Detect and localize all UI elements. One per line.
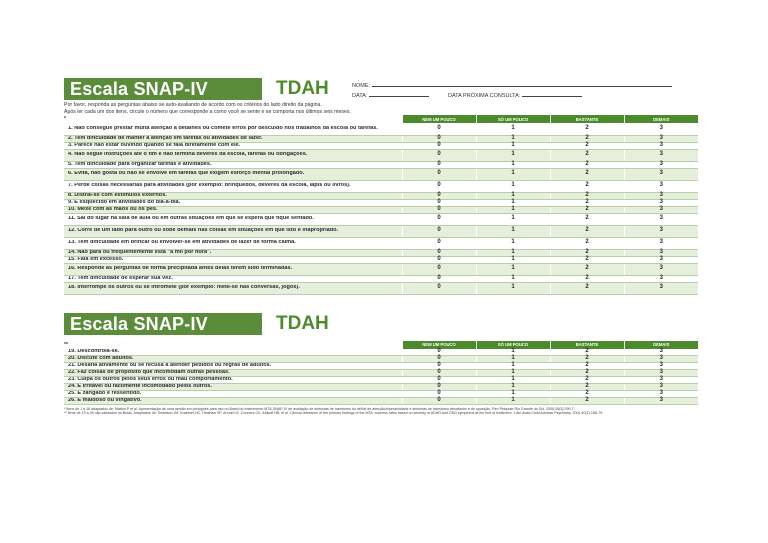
question-text bbox=[64, 370, 402, 377]
question-text bbox=[64, 282, 402, 294]
question-text bbox=[64, 237, 402, 249]
score-option[interactable]: 0 bbox=[402, 206, 476, 213]
score-option[interactable]: 1 bbox=[476, 199, 550, 206]
score-option[interactable]: 2 bbox=[550, 168, 624, 180]
score-option[interactable]: 1 bbox=[476, 168, 550, 180]
score-option[interactable]: 2 bbox=[550, 213, 624, 225]
question-text bbox=[64, 398, 402, 405]
question-text bbox=[64, 135, 402, 142]
score-option[interactable]: 2 bbox=[550, 377, 624, 384]
questions-table-1 bbox=[64, 115, 698, 295]
score-option[interactable]: 0 bbox=[402, 263, 476, 275]
score-option[interactable]: 2 bbox=[550, 180, 624, 192]
score-option[interactable]: 3 bbox=[624, 391, 698, 398]
score-option[interactable]: 0 bbox=[402, 123, 476, 135]
score-option[interactable]: 0 bbox=[402, 135, 476, 142]
footnote: * Itens de 1 a 18 adaptados de: Mattos P et al. Apresentação de uma versão em português para uso no Brasil do instrumento MTA-SNAP-IV de avaliação de sintomas de transtorno do déficit de atenção/hiperatividade e sintomas de transtorno desafiador e de oposição. Rev Psiquiatr Rio Grande do Sul. 2006;28(3):290-7. bbox=[64, 407, 575, 412]
question-label: 2. Tem dificuldade de manter a atenção em tarefas ou atividades de lazer. bbox=[68, 135, 263, 141]
header-so-um-pouco: SÓ UM POUCO bbox=[476, 115, 550, 123]
score-option[interactable]: 1 bbox=[476, 370, 550, 377]
score-option[interactable]: 3 bbox=[624, 370, 698, 377]
question-text bbox=[64, 391, 402, 398]
question-label: 8. Distrai-se com estímulos externos. bbox=[68, 192, 167, 198]
score-option[interactable]: 1 bbox=[476, 225, 550, 237]
score-option[interactable]: 0 bbox=[402, 213, 476, 225]
score-option[interactable]: 1 bbox=[476, 237, 550, 249]
score-option[interactable]: 0 bbox=[402, 363, 476, 370]
score-option[interactable]: 1 bbox=[476, 282, 550, 294]
score-option[interactable]: 1 bbox=[476, 384, 550, 391]
score-option[interactable]: 2 bbox=[550, 384, 624, 391]
score-option[interactable]: 1 bbox=[476, 398, 550, 405]
score-option[interactable]: 3 bbox=[624, 168, 698, 180]
score-option[interactable]: 3 bbox=[624, 275, 698, 282]
table-row bbox=[64, 225, 698, 237]
score-option[interactable]: 1 bbox=[476, 123, 550, 135]
score-option[interactable]: 0 bbox=[402, 384, 476, 391]
table-row bbox=[64, 263, 698, 275]
score-option[interactable]: 2 bbox=[550, 282, 624, 294]
question-text bbox=[64, 249, 402, 256]
table-row bbox=[64, 237, 698, 249]
score-option[interactable]: 2 bbox=[550, 161, 624, 168]
header-nem-um-pouco: NEM UM POUCO bbox=[402, 341, 476, 349]
score-option[interactable]: 2 bbox=[550, 349, 624, 356]
question-text bbox=[64, 263, 402, 275]
question-label: 12. Corre de um lado para outro ou sobe demais nas coisas em situações em que isto é inapropriado. bbox=[68, 228, 339, 234]
score-option[interactable]: 3 bbox=[624, 199, 698, 206]
score-option[interactable]: 3 bbox=[624, 225, 698, 237]
score-option[interactable]: 1 bbox=[476, 142, 550, 149]
score-option[interactable]: 1 bbox=[476, 256, 550, 263]
table-row bbox=[64, 349, 698, 356]
question-label: 18. Interrompe os outros ou se intromete (por exemplo: mete-se nas conversas, jogos). bbox=[68, 285, 300, 291]
question-label: 13. Tem dificuldade em brincar ou envolver-se em atividades de lazer de forma calma. bbox=[68, 240, 296, 246]
instructions bbox=[64, 102, 698, 115]
score-option[interactable]: 3 bbox=[624, 263, 698, 275]
score-option[interactable]: 3 bbox=[624, 398, 698, 405]
table-row bbox=[64, 391, 698, 398]
question-label: 4. Não segue instruções até o fim e não termina deveres da escola, tarefas ou obrigações. bbox=[68, 152, 308, 158]
table-row bbox=[64, 249, 698, 256]
score-option[interactable]: 0 bbox=[402, 168, 476, 180]
question-label: 3. Parece não estar ouvindo quando se fala diretamente com ele. bbox=[68, 142, 241, 148]
question-text bbox=[64, 356, 402, 363]
score-option[interactable]: 0 bbox=[402, 275, 476, 282]
score-option[interactable]: 2 bbox=[550, 206, 624, 213]
score-option[interactable]: 2 bbox=[550, 149, 624, 161]
score-option[interactable]: 1 bbox=[476, 161, 550, 168]
score-option[interactable]: 0 bbox=[402, 256, 476, 263]
section1-header bbox=[64, 72, 698, 100]
table2-body bbox=[64, 349, 698, 405]
score-option[interactable]: 3 bbox=[624, 161, 698, 168]
score-option[interactable]: 0 bbox=[402, 391, 476, 398]
question-label: 21. Desafia ativamente ou se recusa a atender pedidos ou regras de adultos. bbox=[68, 363, 272, 369]
table-row bbox=[64, 192, 698, 199]
name-line[interactable] bbox=[372, 80, 672, 87]
score-option[interactable]: 3 bbox=[624, 356, 698, 363]
footnote: ** Itens de 19 a 26 não validados no Brasil. Adaptados de: Swanson JM, Kraemer HC, Hinshaw SP, Arnold LE, Conners CK, Abikoff HB, et al. Clinical relevance of the primary findings of the MTA: success rates based on severity of ADHD and ODD symptoms at the end of treatment. J Am Acad Child Adolesc Psychiatry. 2001;40(2):168-79. bbox=[64, 411, 604, 416]
question-text bbox=[64, 180, 402, 192]
score-option[interactable]: 3 bbox=[624, 123, 698, 135]
score-option[interactable]: 3 bbox=[624, 135, 698, 142]
score-option[interactable]: 0 bbox=[402, 161, 476, 168]
question-text bbox=[64, 275, 402, 282]
score-option[interactable]: 1 bbox=[476, 206, 550, 213]
score-option[interactable]: 3 bbox=[624, 213, 698, 225]
question-label: 25. É zangado e ressentido. bbox=[68, 391, 142, 397]
score-option[interactable]: 1 bbox=[476, 349, 550, 356]
questions-table-2 bbox=[64, 341, 698, 406]
score-option[interactable]: 1 bbox=[476, 377, 550, 384]
question-label: 26. É maldoso ou vingativo. bbox=[68, 398, 142, 404]
table-row bbox=[64, 356, 698, 363]
score-option[interactable]: 1 bbox=[476, 180, 550, 192]
score-option[interactable]: 3 bbox=[624, 206, 698, 213]
table-row bbox=[64, 282, 698, 294]
table1-body bbox=[64, 123, 698, 294]
table-row bbox=[64, 398, 698, 405]
footnotes bbox=[64, 407, 698, 415]
question-label: 17. Tem dificuldade de esperar sua vez. bbox=[68, 275, 173, 281]
table-row bbox=[64, 206, 698, 213]
score-option[interactable]: 3 bbox=[624, 363, 698, 370]
question-label: 14. Não para ou frequentemente está "a mil por hora". bbox=[68, 249, 212, 255]
question-label: 19. Descontrola-se. bbox=[68, 349, 120, 355]
table-row bbox=[64, 135, 698, 142]
question-label: 9. É esquecido em atividades do dia-a-dia. bbox=[68, 199, 181, 205]
question-text bbox=[64, 363, 402, 370]
question-text bbox=[64, 256, 402, 263]
score-option[interactable]: 2 bbox=[550, 192, 624, 199]
question-label: 6. Evita, não gosta ou não se envolve em tarefas que exigem esforço mental prolongado. bbox=[68, 171, 305, 177]
score-option[interactable]: 2 bbox=[550, 391, 624, 398]
score-option[interactable]: 0 bbox=[402, 149, 476, 161]
score-option[interactable]: 0 bbox=[402, 192, 476, 199]
scale-title: Escala SNAP-IV bbox=[64, 78, 262, 100]
table-row bbox=[64, 370, 698, 377]
question-text bbox=[64, 161, 402, 168]
score-option[interactable]: 1 bbox=[476, 363, 550, 370]
header-nem-um-pouco: NEM UM POUCO bbox=[402, 115, 476, 123]
score-option[interactable]: 1 bbox=[476, 213, 550, 225]
table-row bbox=[64, 384, 698, 391]
score-option[interactable]: 3 bbox=[624, 249, 698, 256]
score-option[interactable]: 1 bbox=[476, 149, 550, 161]
score-option[interactable]: 1 bbox=[476, 391, 550, 398]
score-option[interactable]: 3 bbox=[624, 142, 698, 149]
score-option[interactable]: 0 bbox=[402, 199, 476, 206]
date-row bbox=[352, 90, 672, 100]
table-row bbox=[64, 275, 698, 282]
score-option[interactable]: 2 bbox=[550, 256, 624, 263]
table-row bbox=[64, 161, 698, 168]
score-option[interactable]: 1 bbox=[476, 135, 550, 142]
header-bastante: BASTANTE bbox=[550, 341, 624, 349]
question-text bbox=[64, 168, 402, 180]
score-option[interactable]: 2 bbox=[550, 123, 624, 135]
tdah-label: TDAH bbox=[276, 78, 329, 99]
tdah-label-2: TDAH bbox=[276, 312, 329, 334]
question-label: 22. Faz coisas de propósito que incomodam outras pessoas. bbox=[68, 370, 230, 376]
score-option[interactable]: 3 bbox=[624, 256, 698, 263]
patient-form bbox=[352, 80, 672, 100]
question-text bbox=[64, 377, 402, 384]
score-option[interactable]: 0 bbox=[402, 377, 476, 384]
score-option[interactable]: 2 bbox=[550, 275, 624, 282]
question-text bbox=[64, 149, 402, 161]
score-option[interactable]: 2 bbox=[550, 398, 624, 405]
header-demais: DEMAIS bbox=[624, 341, 698, 349]
table-row bbox=[64, 149, 698, 161]
table-row bbox=[64, 363, 698, 370]
score-option[interactable]: 1 bbox=[476, 356, 550, 363]
score-option[interactable]: 0 bbox=[402, 282, 476, 294]
score-option[interactable]: 2 bbox=[550, 199, 624, 206]
score-option[interactable]: 3 bbox=[624, 377, 698, 384]
question-text bbox=[64, 192, 402, 199]
score-option[interactable]: 3 bbox=[624, 384, 698, 391]
header-demais: DEMAIS bbox=[624, 115, 698, 123]
next-visit-line[interactable] bbox=[522, 90, 582, 97]
instruction-line: Por favor, responda as perguntas abaixo se auto-avaliando de acordo com os critérios do lado direito da página. bbox=[64, 102, 322, 108]
table1-marker: * bbox=[64, 115, 402, 123]
score-option[interactable]: 2 bbox=[550, 363, 624, 370]
question-label: 5. Tem dificuldade para organizar tarefas e atividades. bbox=[68, 161, 212, 167]
table-row bbox=[64, 199, 698, 206]
score-option[interactable]: 0 bbox=[402, 180, 476, 192]
score-option[interactable]: 2 bbox=[550, 237, 624, 249]
score-option[interactable]: 2 bbox=[550, 370, 624, 377]
question-label: 16. Responde as perguntas de forma precipitada antes delas terem sido terminadas. bbox=[68, 266, 293, 272]
score-option[interactable]: 2 bbox=[550, 263, 624, 275]
date-label: DATA: bbox=[352, 93, 368, 99]
score-option[interactable]: 0 bbox=[402, 398, 476, 405]
score-option[interactable]: 2 bbox=[550, 142, 624, 149]
question-text bbox=[64, 142, 402, 149]
score-option[interactable]: 0 bbox=[402, 225, 476, 237]
score-option[interactable]: 0 bbox=[402, 249, 476, 256]
score-option[interactable]: 2 bbox=[550, 249, 624, 256]
next-visit-label: DATA PRÓXIMA CONSULTA: bbox=[447, 93, 521, 99]
name-row bbox=[352, 80, 672, 90]
question-text bbox=[64, 206, 402, 213]
table-row bbox=[64, 180, 698, 192]
score-option[interactable]: 1 bbox=[476, 263, 550, 275]
question-label: 15. Fala em excesso. bbox=[68, 256, 124, 262]
snap-iv-document bbox=[64, 72, 698, 416]
table-row bbox=[64, 377, 698, 384]
question-text bbox=[64, 349, 402, 356]
section2-header bbox=[64, 309, 698, 335]
table-row bbox=[64, 142, 698, 149]
score-option[interactable]: 0 bbox=[402, 349, 476, 356]
question-text bbox=[64, 213, 402, 225]
score-option[interactable]: 3 bbox=[624, 282, 698, 294]
question-text bbox=[64, 199, 402, 206]
score-option[interactable]: 1 bbox=[476, 275, 550, 282]
score-option[interactable]: 3 bbox=[624, 149, 698, 161]
table-row bbox=[64, 256, 698, 263]
score-option[interactable]: 0 bbox=[402, 237, 476, 249]
score-option[interactable]: 0 bbox=[402, 142, 476, 149]
score-option[interactable]: 1 bbox=[476, 192, 550, 199]
name-label: NOME: bbox=[352, 83, 371, 89]
score-option[interactable]: 0 bbox=[402, 356, 476, 363]
question-label: 10. Mexe com as mãos ou os pés. bbox=[68, 206, 158, 212]
score-option[interactable]: 1 bbox=[476, 249, 550, 256]
score-option[interactable]: 2 bbox=[550, 225, 624, 237]
question-label: 24. É irritável ou facilmente incomodado pelos outros. bbox=[68, 384, 212, 390]
table-row bbox=[64, 123, 698, 135]
score-option[interactable]: 2 bbox=[550, 356, 624, 363]
table-row bbox=[64, 168, 698, 180]
score-option[interactable]: 3 bbox=[624, 180, 698, 192]
question-text bbox=[64, 384, 402, 391]
score-option[interactable]: 3 bbox=[624, 237, 698, 249]
score-option[interactable]: 0 bbox=[402, 370, 476, 377]
question-label: 7. Perde coisas necessárias para atividades (por exemplo: brinquedos, deveres da escola, lápis ou livros). bbox=[68, 183, 351, 189]
question-text bbox=[64, 123, 402, 135]
score-option[interactable]: 3 bbox=[624, 349, 698, 356]
instruction-line: Após ler cada um dos itens, circule o número que corresponde a como você se sente e se comporta nos últimos seis meses. bbox=[64, 108, 351, 115]
question-label: 11. Sai do lugar na sala de aula ou em outras situações em que se espera que fique sentado. bbox=[68, 216, 314, 222]
scale-title-2: Escala SNAP-IV bbox=[64, 313, 262, 335]
header-bastante: BASTANTE bbox=[550, 115, 624, 123]
date-line[interactable] bbox=[369, 90, 429, 97]
question-label: 23. Culpa os outros pelos seus erros ou mau comportamento. bbox=[68, 377, 233, 383]
score-option[interactable]: 3 bbox=[624, 192, 698, 199]
table-row bbox=[64, 213, 698, 225]
question-text bbox=[64, 225, 402, 237]
table2-marker: ** bbox=[64, 341, 402, 349]
score-option[interactable]: 2 bbox=[550, 135, 624, 142]
header-so-um-pouco: SÓ UM POUCO bbox=[476, 341, 550, 349]
question-label: 20. Discute com adultos. bbox=[68, 356, 134, 362]
question-label: 1. Não consegue prestar muita atenção a detalhes ou comete erros por descuido nos trabalhos da escola ou tarefas. bbox=[68, 126, 378, 132]
